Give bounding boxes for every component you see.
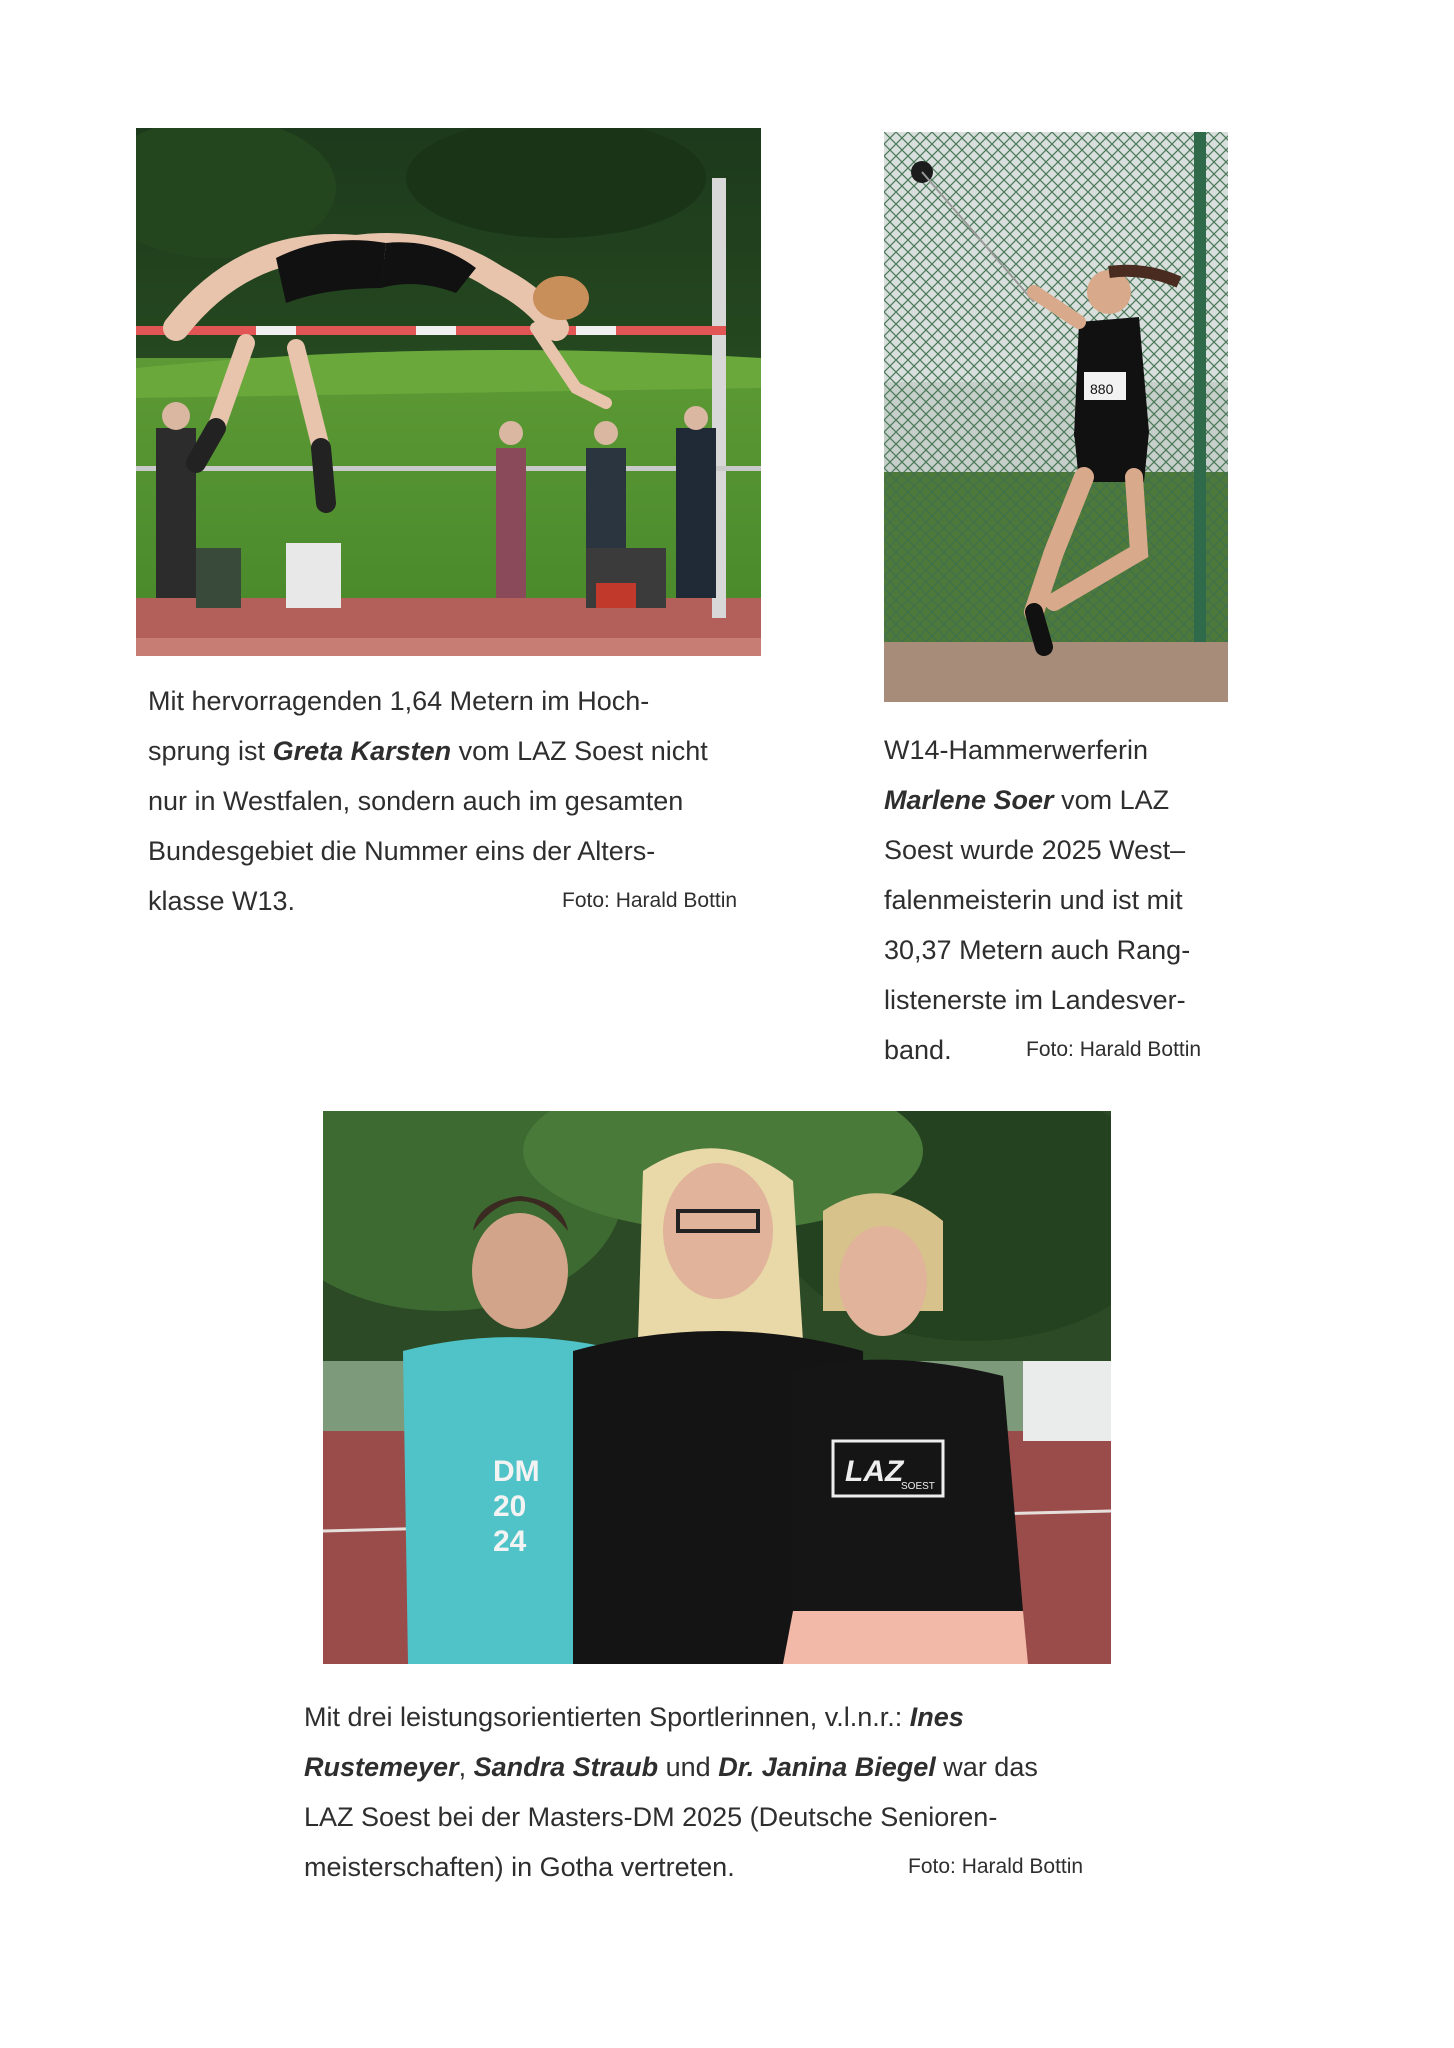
caption-text: war das [935,1752,1038,1782]
bib-number: 880 [1090,381,1114,397]
caption-line [148,726,798,776]
caption-line [884,775,1264,825]
caption-line: Soest wurde 2025 West– [884,835,1186,865]
caption-line [304,1692,1164,1742]
caption-line: Bundesgebiet die Nummer eins der Alters- [148,836,656,866]
caption-line: 30,37 Metern auch Rang- [884,935,1191,965]
caption-text: vom LAZ Soest nicht [451,736,708,766]
high-jump-image [136,128,761,656]
caption-line [148,876,798,926]
caption-text: meisterschaften) in Gotha vertreten. [304,1852,735,1882]
hammer-throw-photo [884,132,1228,702]
photo-credit: Foto: Harald Bottin [908,1855,1084,1878]
high-jump-photo [136,128,761,656]
caption-line [304,1842,1164,1892]
caption-line: listenerste im Landesver- [884,985,1186,1015]
caption-text: , [458,1752,474,1782]
caption-text: sprung ist [148,736,273,766]
caption-line: falenmeisterin und ist mit [884,885,1183,915]
athlete-name: Greta Karsten [272,736,452,766]
athlete-name: Rustemeyer [304,1752,459,1782]
group-photo [323,1111,1111,1664]
shirt-print-20: 20 [493,1490,527,1523]
athlete-name: Ines [909,1702,964,1732]
shirt-logo-sub: SOEST [901,1481,935,1492]
caption-text: und [658,1752,719,1782]
caption-line: Mit hervorragenden 1,64 Metern im Hoch- [148,686,650,716]
athlete-name: Sandra Straub [473,1752,659,1782]
caption-line: nur in Westfalen, sondern auch im gesamten [148,786,684,816]
athlete-name: Marlene Soer [884,785,1054,815]
photo-credit: Foto: Harald Bottin [1026,1038,1202,1061]
caption-text: band. [884,1035,952,1065]
caption-text: vom LAZ [1053,785,1170,815]
shirt-print-dm: DM [493,1455,540,1488]
caption-high-jump [148,676,798,926]
caption-line [304,1742,1164,1792]
photo-credit: Foto: Harald Bottin [562,889,738,912]
caption-line: LAZ Soest bei der Masters-DM 2025 (Deutsche Senioren- [304,1802,998,1832]
group-image [323,1111,1111,1664]
caption-text: klasse W13. [148,886,296,916]
athlete-name: Dr. Janina Biegel [718,1752,936,1782]
shirt-print-24: 24 [493,1525,527,1558]
caption-line: W14-Hammerwerferin [884,735,1149,765]
caption-text: Mit drei leistungsorientierten Sportlerinnen, v.l.n.r.: [304,1702,910,1732]
shirt-logo: LAZ [845,1455,904,1488]
caption-line [884,1025,1264,1075]
caption-group [304,1692,1164,1892]
hammer-throw-image [884,132,1228,702]
caption-hammer-throw [884,725,1264,1075]
